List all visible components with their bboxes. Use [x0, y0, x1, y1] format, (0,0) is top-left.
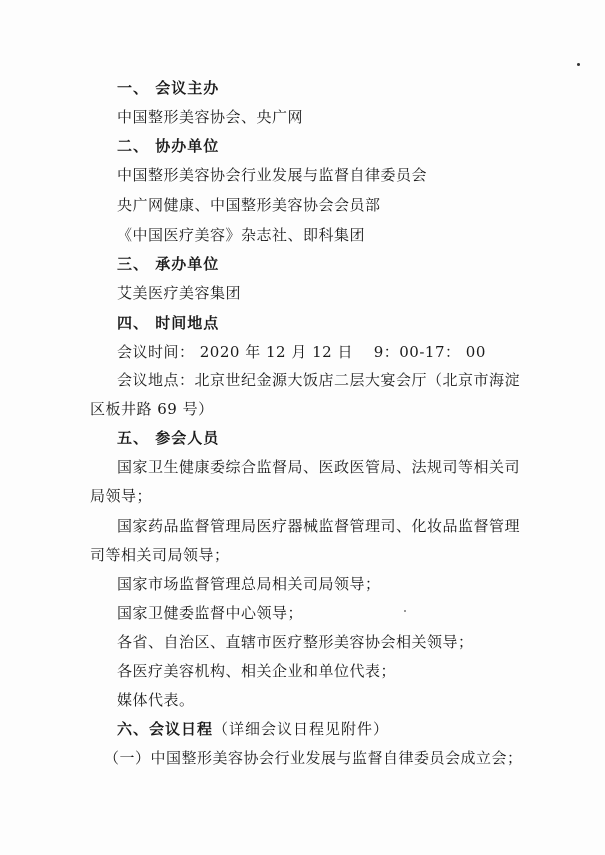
- co-organizer-line: 中国整形美容协会行业发展与监督自律委员会: [117, 166, 428, 184]
- attendee-item: 国家药品监督管理局医疗器械监督管理司、化妆品监督管理: [117, 517, 521, 535]
- section-heading-attendees: 五、 参会人员: [117, 429, 220, 447]
- section-heading-co-organizer: 二、 协办单位: [117, 137, 220, 155]
- section-heading-host: 三、 承办单位: [117, 255, 220, 273]
- meeting-time: 会议时间： 2020 年 12 月 12 日 9：00-17： 00: [117, 343, 486, 361]
- scan-speck: [577, 63, 580, 66]
- attendee-item: 国家卫生健康委综合监督局、医政医管局、法规司等相关司: [117, 458, 521, 476]
- attendee-item-continued: 司等相关司局领导；: [90, 546, 230, 564]
- attendee-item: 各医疗美容机构、相关企业和单位代表；: [117, 662, 397, 680]
- attendee-item: 国家卫健委监督中心领导；: [117, 604, 304, 622]
- meeting-place: 会议地点：北京世纪金源大饭店二层大宴会厅（北京市海淀: [117, 371, 521, 389]
- attendee-item-continued: 局领导；: [90, 487, 153, 505]
- meeting-place-continued: 区板井路 69 号）: [90, 400, 214, 418]
- attendee-item: 媒体代表。: [117, 691, 195, 709]
- host-text: 艾美医疗美容集团: [117, 284, 242, 302]
- section-heading-agenda: [117, 719, 389, 739]
- agenda-heading-text: 六、会议日程: [117, 720, 214, 738]
- attendee-item: 各省、自治区、直辖市医疗整形美容协会相关领导；: [117, 633, 474, 651]
- co-organizer-line: 央广网健康、中国整形美容协会会员部: [117, 196, 381, 214]
- section-heading-organizer: 一、 会议主办: [117, 79, 220, 97]
- agenda-item: （一）中国整形美容协会行业发展与监督自律委员会成立会；: [104, 749, 523, 767]
- section-heading-time-place: 四、 时间地点: [117, 314, 220, 332]
- organizer-text: 中国整形美容协会、央广网: [117, 108, 304, 126]
- attendee-item: 国家市场监督管理总局相关司局领导；: [117, 575, 381, 593]
- agenda-heading-note: （详细会议日程见附件）: [213, 720, 390, 738]
- co-organizer-line: 《中国医疗美容》杂志社、即科集团: [117, 226, 366, 244]
- scan-speck: [404, 610, 406, 612]
